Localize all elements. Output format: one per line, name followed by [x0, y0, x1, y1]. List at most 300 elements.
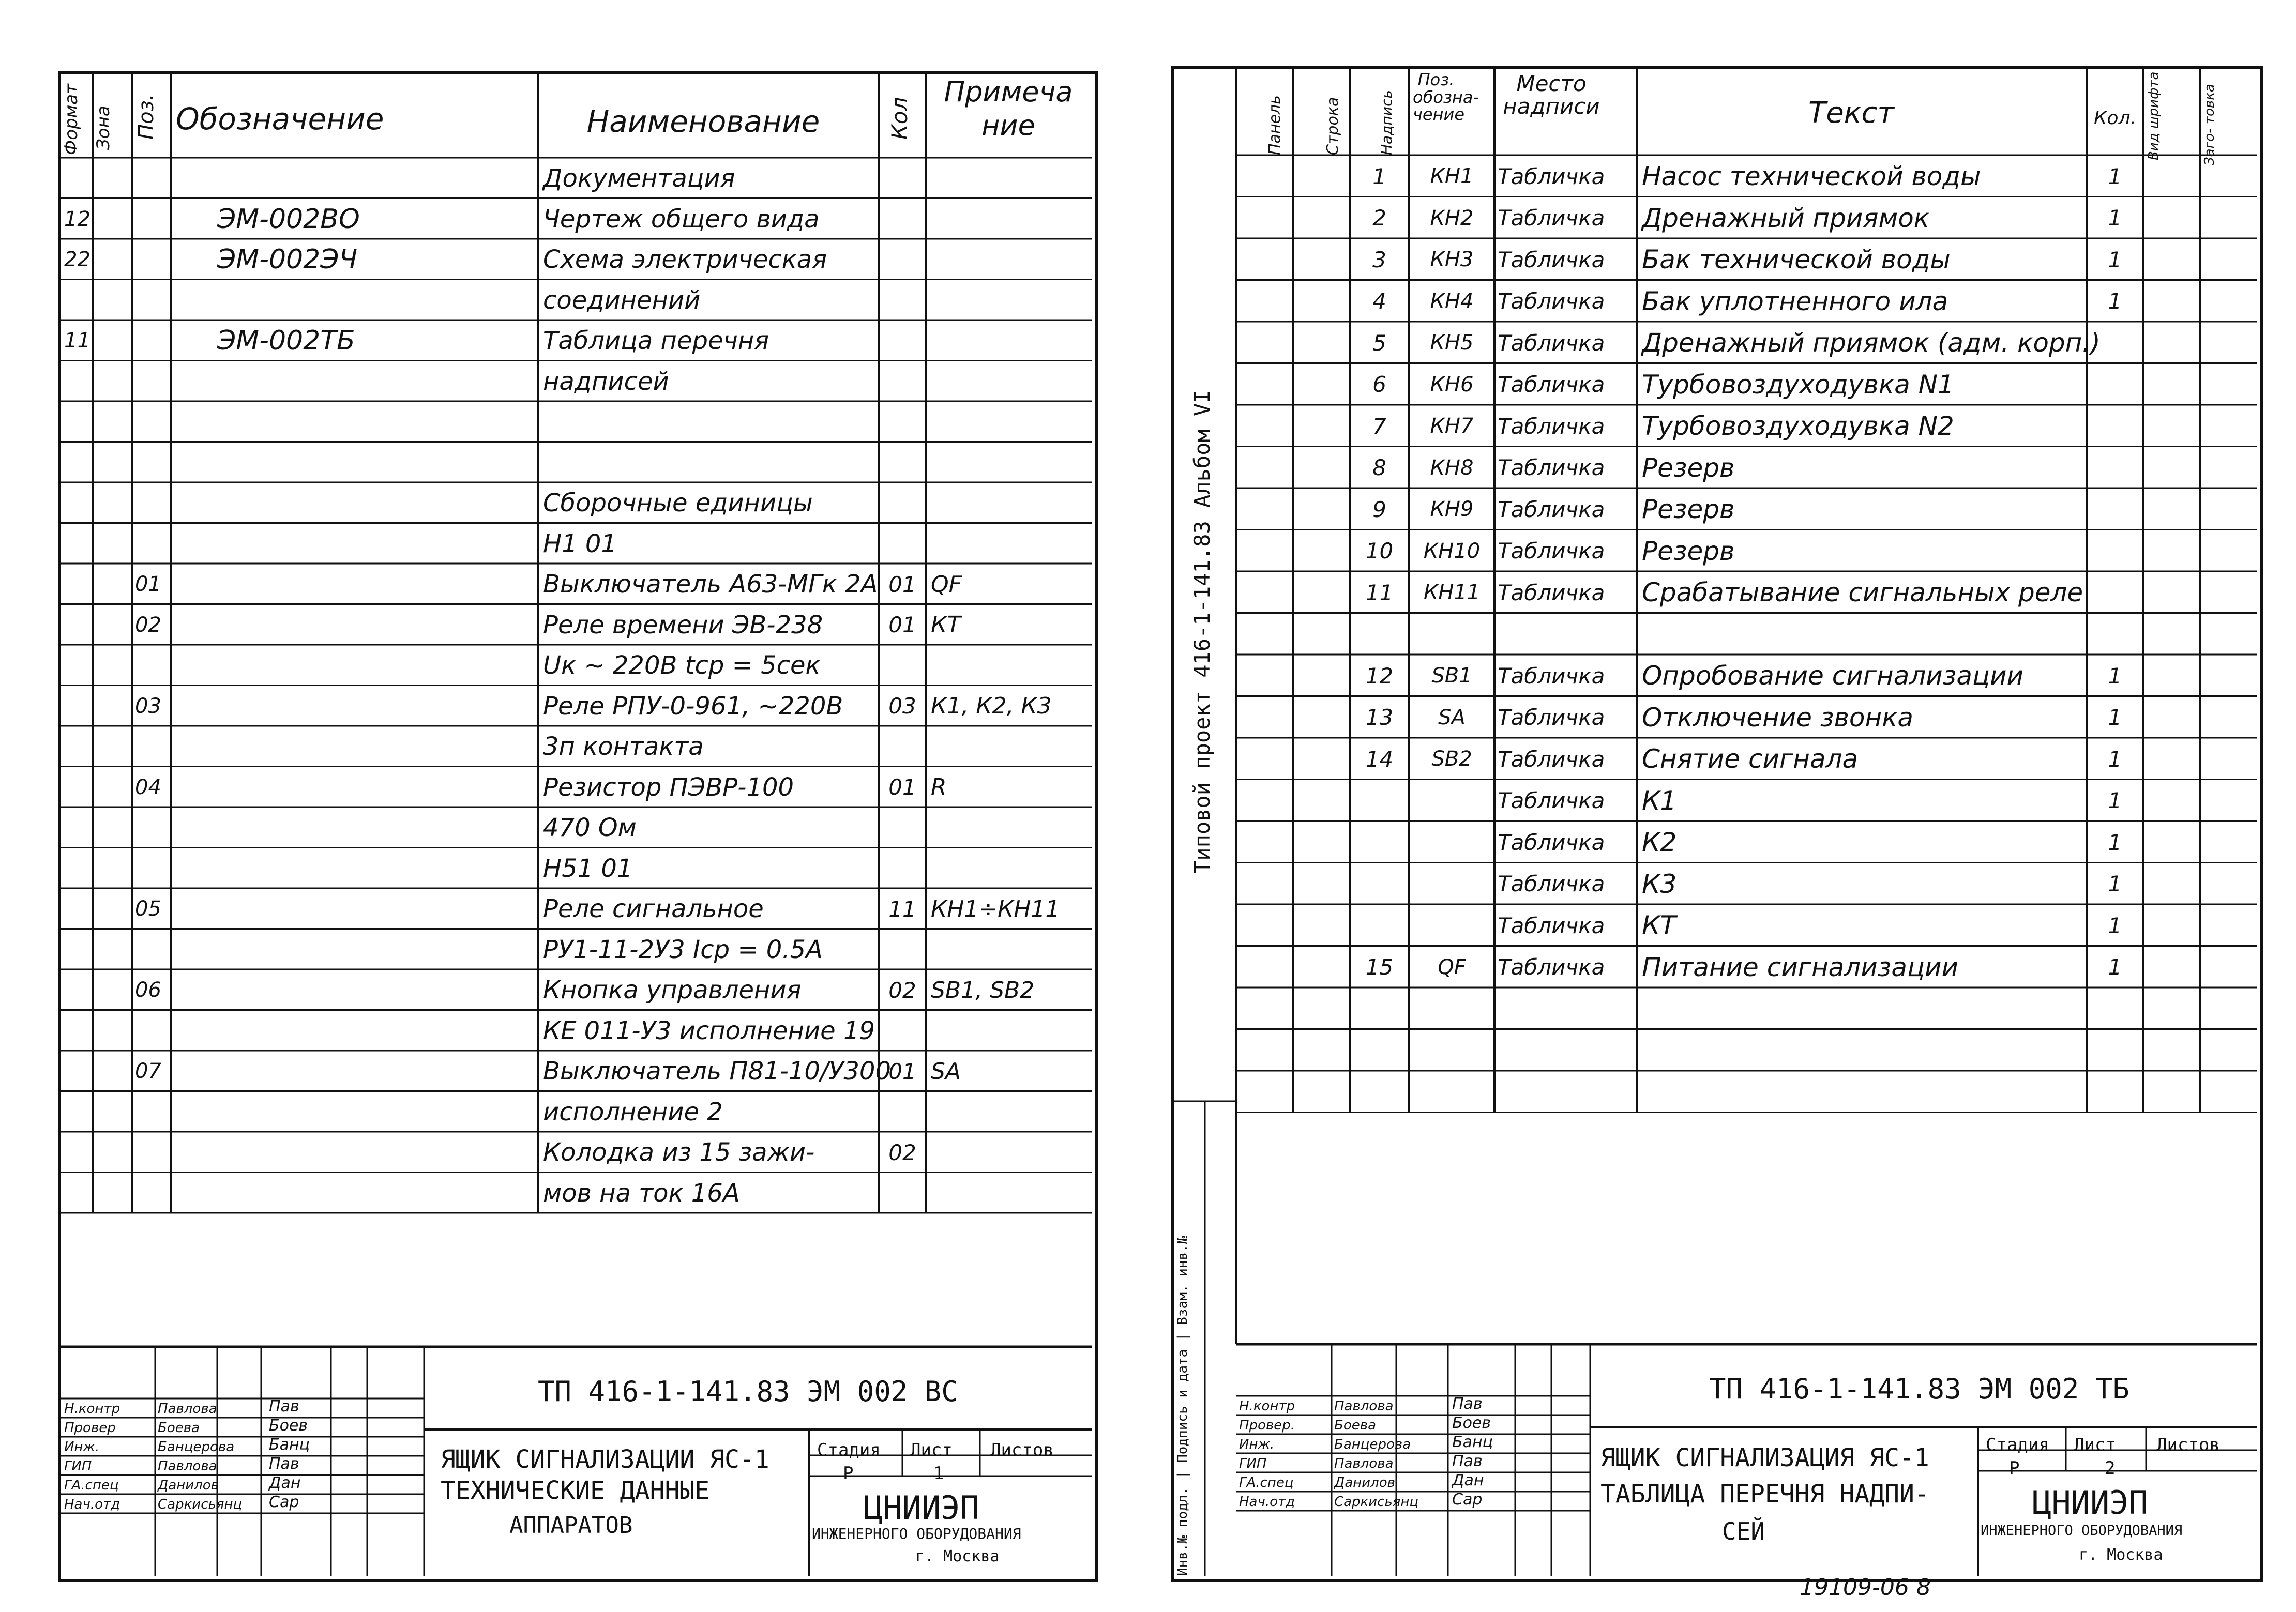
spec-format — [64, 971, 94, 1009]
right-stamp-org-1: ЦНИИЭП — [2032, 1484, 2148, 1522]
spec-note: КН1÷КН11 — [931, 895, 1060, 922]
spec-designation — [217, 728, 527, 766]
inscription-pos: КН2 — [1430, 206, 1474, 230]
stamp-role: ГА.спец — [64, 1477, 119, 1493]
stamp-person: Банцерова — [158, 1439, 235, 1455]
spec-format — [64, 363, 94, 401]
spec-designation — [217, 647, 527, 685]
inscription-text: Турбовоздуходувка N1 — [1642, 369, 1954, 400]
spec-pos: 05 — [135, 897, 161, 921]
spec-qty: 11 — [888, 896, 916, 922]
inscription-pos — [1409, 906, 1494, 945]
spec-pos: 04 — [135, 775, 161, 799]
header-note-2: ние — [981, 109, 1035, 142]
inscription-qty: 1 — [2108, 247, 2122, 272]
left-stamp-code: ТП 416-1-141.83 ЭМ 002 ВС — [538, 1375, 958, 1408]
spec-format — [64, 1175, 94, 1212]
spec-designation — [217, 809, 527, 847]
inscription-pos: SB1 — [1431, 664, 1472, 688]
inscription-text: КТ — [1642, 910, 1676, 941]
spec-name: Н1 01 — [543, 529, 617, 558]
inscription-text: Бак технической воды — [1642, 245, 1951, 275]
inscription-qty — [2087, 324, 2143, 362]
stamp-person: Боева — [1334, 1417, 1376, 1433]
inscription-place: Табличка — [1498, 205, 1605, 231]
spec-format — [64, 606, 94, 644]
header-note-1: Примеча — [944, 75, 1073, 108]
stamp-role: ГИП — [1239, 1455, 1267, 1471]
stamp-role: Провер — [64, 1420, 116, 1436]
left-stamp-sheets-label: Листов — [990, 1440, 1054, 1461]
inscription-text: Опробование сигнализации — [1642, 661, 2024, 691]
inscription-text — [1642, 990, 2087, 1028]
spec-note — [931, 809, 1091, 847]
spec-qty — [879, 403, 926, 441]
inscription-text: К3 — [1642, 869, 1677, 899]
spec-pos — [135, 1134, 171, 1172]
inscription-qty — [2087, 490, 2143, 529]
inscription-text: Резерв — [1642, 536, 1735, 566]
spec-designation — [217, 769, 527, 807]
signature: Банц — [1452, 1433, 1493, 1451]
left-stamp-title-2: ТЕХНИЧЕСКИЕ ДАННЫЕ — [441, 1476, 710, 1505]
spec-pos — [135, 809, 171, 847]
spec-name: Резистор ПЭВР-100 — [543, 772, 794, 802]
spec-qty — [879, 931, 926, 969]
spec-name: Реле РПУ-0-961, ~220В — [543, 691, 843, 721]
spec-qty — [879, 809, 926, 847]
header-pos: Поз. — [134, 94, 158, 140]
spec-qty — [879, 444, 926, 482]
stamp-role: ГА.спец — [1239, 1474, 1294, 1491]
inscription-place — [1498, 615, 1637, 654]
inscription-number: 12 — [1365, 663, 1394, 689]
inscription-pos — [1409, 782, 1494, 820]
inscription-pos: КН9 — [1430, 497, 1474, 522]
spec-qty: 02 — [888, 1139, 916, 1165]
inscription-pos: SB2 — [1431, 747, 1472, 771]
inscription-number — [1350, 823, 1409, 862]
spec-note — [931, 241, 1091, 279]
stamp-role: Нач.отд — [1239, 1494, 1295, 1510]
spec-name: Реле сигнальное — [543, 894, 764, 924]
spec-designation — [217, 850, 527, 888]
spec-pos — [135, 160, 171, 197]
stamp-role: Н.контр — [64, 1401, 120, 1417]
signature: Дан — [269, 1474, 301, 1492]
inscription-pos: SA — [1438, 705, 1466, 729]
right-stamp-title-3: СЕЙ — [1722, 1517, 1765, 1545]
spec-pos — [135, 363, 171, 401]
spec-designation — [217, 890, 527, 928]
spec-pos — [135, 1012, 171, 1050]
stamp-person: Саркисьянц — [158, 1496, 243, 1512]
spec-pos — [135, 403, 171, 441]
inscription-pos: QF — [1438, 955, 1466, 979]
spec-pos: 07 — [135, 1059, 161, 1084]
inscription-number: 2 — [1372, 205, 1386, 231]
inscription-place: Табличка — [1498, 288, 1605, 314]
header-panel: Панель — [1266, 95, 1284, 155]
spec-pos — [135, 282, 171, 320]
inscription-text: Отключение звонка — [1642, 702, 1914, 733]
inscription-place: Табличка — [1498, 871, 1605, 897]
spec-qty: 03 — [888, 693, 916, 719]
inscription-number: 4 — [1372, 288, 1386, 314]
spec-name: Реле времени ЭВ-238 — [543, 610, 823, 640]
spec-pos — [135, 241, 171, 279]
spec-qty — [879, 728, 926, 766]
spec-note — [931, 403, 1091, 441]
inscription-qty — [2087, 407, 2143, 446]
inscription-number — [1350, 990, 1409, 1028]
inscription-number: 6 — [1372, 372, 1386, 398]
right-stamp-sheet-label: Лист — [2074, 1435, 2116, 1455]
inscription-pos: КН3 — [1430, 248, 1474, 272]
inscription-number — [1350, 1073, 1409, 1112]
signature: Пав — [1452, 1452, 1483, 1470]
inscription-number — [1350, 865, 1409, 904]
inscription-text: К2 — [1642, 827, 1677, 858]
spec-pos — [135, 484, 171, 522]
inscription-place: Табличка — [1498, 663, 1605, 689]
right-stamp-stage-label: Стадия — [1986, 1435, 2049, 1455]
spec-note — [931, 850, 1091, 888]
spec-note — [931, 282, 1091, 320]
spec-name: Uк ~ 220В tср = 5сек — [543, 651, 821, 680]
spec-pos: 06 — [135, 978, 161, 1002]
signature: Пав — [269, 1397, 299, 1416]
inscription-pos: КН6 — [1430, 372, 1474, 397]
spec-format — [64, 484, 94, 522]
inscription-qty: 1 — [2108, 705, 2122, 731]
inscription-qty: 1 — [2108, 913, 2122, 938]
inscription-pos: КН4 — [1430, 289, 1474, 313]
header-zone: Зона — [93, 105, 114, 150]
inscription-place — [1498, 1073, 1637, 1112]
header-qty-right: Кол. — [2093, 108, 2137, 129]
spec-pos — [135, 525, 171, 563]
spec-qty — [879, 850, 926, 888]
spec-qty — [879, 1175, 926, 1212]
spec-qty — [879, 647, 926, 685]
inscription-place: Табличка — [1498, 580, 1605, 605]
spec-note: QF — [931, 571, 962, 598]
inscription-text — [1642, 1031, 2087, 1070]
inscription-qty — [2087, 990, 2143, 1028]
spec-name: Таблица перечня — [543, 326, 769, 356]
spec-note — [931, 444, 1091, 482]
spec-qty — [879, 484, 926, 522]
header-pos-designation: Поз. обозна- чение — [1413, 70, 1479, 125]
spec-name: соединений — [543, 285, 701, 315]
signature: Сар — [1452, 1491, 1483, 1509]
spec-designation — [217, 931, 527, 969]
spec-qty — [879, 525, 926, 563]
spec-name: Колодка из 15 зажи- — [543, 1138, 815, 1167]
signature: Боев — [1452, 1414, 1491, 1432]
spec-format — [64, 525, 94, 563]
inscription-qty — [2087, 615, 2143, 654]
spec-format: 12 — [64, 207, 90, 231]
inscription-text: К1 — [1642, 785, 1677, 816]
spec-name: 3п контакта — [543, 732, 704, 762]
side-stamp-column: Инв.№ подл. | Подпись и дата | Взам. инв.№ — [1175, 1236, 1190, 1576]
spec-name: РУ1-11-2У3 Iср = 0.5А — [543, 935, 823, 964]
spec-note — [931, 931, 1091, 969]
spec-designation — [217, 403, 527, 441]
spec-qty: 02 — [888, 977, 916, 1003]
signature: Банц — [269, 1436, 310, 1454]
inscription-pos: КН1 — [1430, 164, 1474, 189]
header-text: Текст — [1808, 96, 1894, 130]
right-stamp-org-3: г. Москва — [2079, 1546, 2163, 1564]
spec-designation — [217, 606, 527, 644]
inscription-number — [1350, 906, 1409, 945]
inscription-pos: КН8 — [1430, 455, 1474, 480]
stamp-person: Боева — [158, 1420, 200, 1436]
header-place: Место надписи — [1503, 71, 1600, 119]
spec-format — [64, 647, 94, 685]
spec-note — [931, 363, 1091, 401]
left-stamp-org-3: г. Москва — [915, 1547, 1000, 1565]
stamp-person: Павлова — [1334, 1398, 1394, 1414]
inscription-number: 14 — [1365, 746, 1394, 772]
right-stamp-code: ТП 416-1-141.83 ЭМ 002 ТБ — [1709, 1373, 2129, 1405]
spec-name: Выключатель П81-10/У300 — [543, 1057, 892, 1086]
inscription-qty — [2087, 532, 2143, 571]
inscription-place: Табличка — [1498, 788, 1605, 814]
inscription-number: 15 — [1365, 954, 1394, 980]
inscription-place: Табличка — [1498, 538, 1605, 564]
signature: Боев — [269, 1417, 308, 1435]
side-project-label: Типовой проект 416-1-141.83 Альбом VI — [1189, 390, 1215, 874]
spec-designation: ЭМ-002ВО — [217, 203, 360, 235]
spec-pos: 02 — [135, 613, 161, 637]
spec-note: SB1, SB2 — [931, 977, 1035, 1003]
spec-pos — [135, 444, 171, 482]
header-inscription: Надпись — [1378, 90, 1395, 155]
spec-designation — [217, 282, 527, 320]
inscription-qty — [2087, 449, 2143, 488]
inscription-pos: КН7 — [1430, 414, 1474, 438]
inscription-number: 9 — [1372, 496, 1386, 522]
inscription-number — [1350, 615, 1409, 654]
inscription-pos — [1409, 1031, 1494, 1070]
spec-format — [64, 160, 94, 197]
inscription-place: Табличка — [1498, 913, 1605, 938]
spec-name — [543, 403, 879, 441]
spec-format — [64, 1093, 94, 1131]
spec-pos: 03 — [135, 694, 161, 718]
spec-format — [64, 1134, 94, 1172]
spec-qty — [879, 201, 926, 238]
left-stamp-title-3: АППАРАТОВ — [509, 1512, 633, 1539]
spec-pos — [135, 850, 171, 888]
stamp-role: Н.контр — [1239, 1398, 1295, 1414]
stamp-person: Данилов — [1334, 1474, 1395, 1491]
spec-name: исполнение 2 — [543, 1097, 723, 1127]
spec-note: К1, К2, К3 — [931, 693, 1052, 720]
inscription-number — [1350, 782, 1409, 820]
header-row: Строка — [1324, 97, 1342, 155]
spec-note — [931, 160, 1091, 197]
inscription-qty: 1 — [2108, 871, 2122, 897]
spec-name: надписей — [543, 367, 669, 396]
stamp-role: ГИП — [64, 1458, 92, 1474]
spec-format — [64, 444, 94, 482]
spec-pos — [135, 1093, 171, 1131]
spec-designation — [217, 1134, 527, 1172]
inscription-place: Табличка — [1498, 455, 1605, 481]
stamp-person: Павлова — [158, 1401, 217, 1417]
inscription-number: 10 — [1365, 538, 1394, 564]
signature: Пав — [1452, 1395, 1483, 1413]
inscription-qty: 1 — [2108, 829, 2122, 855]
spec-designation — [217, 1093, 527, 1131]
spec-designation — [217, 566, 527, 603]
inscription-qty — [2087, 573, 2143, 612]
header-font-kind: Вид шрифта — [2146, 71, 2162, 160]
signature: Дан — [1452, 1471, 1484, 1489]
spec-qty — [879, 1093, 926, 1131]
spec-format — [64, 890, 94, 928]
inscription-number: 3 — [1372, 247, 1386, 272]
inscription-text: Дренажный приямок — [1642, 203, 1930, 233]
spec-name: Документация — [543, 164, 735, 193]
left-stamp-title-1: ЯЩИК СИГНАЛИЗАЦИИ ЯС-1 — [441, 1445, 769, 1474]
right-stamp-org-2: ИНЖЕНЕРНОГО ОБОРУДОВАНИЯ — [1981, 1523, 2183, 1539]
inscription-place: Табличка — [1498, 247, 1605, 272]
inscription-place: Табличка — [1498, 829, 1605, 855]
inscription-number: 13 — [1365, 705, 1394, 731]
spec-format — [64, 1053, 94, 1090]
spec-format — [64, 688, 94, 725]
spec-note — [931, 201, 1091, 238]
inscription-qty: 1 — [2108, 288, 2122, 314]
left-stamp-org-1: ЦНИИЭП — [864, 1489, 979, 1527]
spec-format — [64, 728, 94, 766]
inscription-qty: 1 — [2108, 746, 2122, 772]
spec-designation — [217, 971, 527, 1009]
spec-designation — [217, 688, 527, 725]
inscription-pos — [1409, 990, 1494, 1028]
inscription-pos: КН11 — [1423, 581, 1481, 605]
inscription-text — [1642, 615, 2087, 654]
inscription-text: Питание сигнализации — [1642, 952, 1958, 982]
inscription-place: Табличка — [1498, 413, 1605, 439]
inscription-text: Насос технической воды — [1642, 161, 1981, 192]
right-stamp-title-2: ТАБЛИЦА ПЕРЕЧНЯ НАДПИ- — [1600, 1480, 1929, 1509]
spec-pos — [135, 647, 171, 685]
spec-note: R — [931, 774, 947, 801]
spec-format — [64, 1012, 94, 1050]
spec-designation — [217, 160, 527, 197]
spec-qty — [879, 1012, 926, 1050]
spec-note: КТ — [931, 612, 961, 638]
inscription-text: Резерв — [1642, 494, 1735, 525]
spec-qty — [879, 241, 926, 279]
spec-qty — [879, 322, 926, 360]
spec-note — [931, 1012, 1091, 1050]
stamp-person: Банцерова — [1334, 1436, 1411, 1452]
inscription-text — [1642, 1073, 2087, 1112]
inscription-text: Бак уплотненного ила — [1642, 286, 1948, 316]
stamp-person: Павлова — [1334, 1455, 1394, 1471]
spec-name: мов на ток 16А — [543, 1178, 740, 1208]
spec-name: Выключатель А63-МГк 2А — [543, 570, 878, 599]
spec-designation — [217, 1175, 527, 1212]
spec-designation: ЭМ-002ТБ — [217, 325, 355, 357]
stamp-person: Саркисьянц — [1334, 1494, 1419, 1510]
inscription-number: 11 — [1365, 580, 1394, 605]
inscription-qty: 1 — [2108, 788, 2122, 814]
spec-format — [64, 282, 94, 320]
inscription-place — [1498, 1031, 1637, 1070]
inscription-text: Резерв — [1642, 452, 1735, 483]
spec-format — [64, 769, 94, 807]
spec-note — [931, 484, 1091, 522]
inscription-text: Снятие сигнала — [1642, 744, 1859, 774]
spec-note — [931, 1093, 1091, 1131]
inscription-pos — [1409, 1073, 1494, 1112]
spec-qty — [879, 160, 926, 197]
spec-qty: 01 — [888, 1058, 916, 1084]
right-stamp-title-1: ЯЩИК СИГНАЛИЗАЦИЯ ЯС-1 — [1600, 1443, 1929, 1472]
inscription-qty: 1 — [2108, 205, 2122, 231]
inscription-qty: 1 — [2108, 163, 2122, 189]
spec-designation — [217, 1053, 527, 1090]
signature: Пав — [269, 1455, 299, 1473]
spec-qty: 01 — [888, 774, 916, 800]
inscription-pos: КН10 — [1423, 539, 1481, 563]
spec-name — [543, 444, 879, 482]
spec-format — [64, 403, 94, 441]
inscription-number — [1350, 1031, 1409, 1070]
spec-name: Чертеж общего вида — [543, 204, 820, 234]
spec-qty: 01 — [888, 612, 916, 638]
spec-format — [64, 850, 94, 888]
spec-note — [931, 728, 1091, 766]
inscription-place: Табличка — [1498, 372, 1605, 398]
spec-name: КЕ 011-У3 исполнение 19 — [543, 1016, 875, 1045]
inscription-place: Табличка — [1498, 330, 1605, 356]
inscription-pos — [1409, 615, 1494, 654]
inscription-qty: 1 — [2108, 954, 2122, 980]
inscription-number: 5 — [1372, 330, 1386, 356]
spec-designation — [217, 1012, 527, 1050]
spec-qty: 01 — [888, 571, 916, 597]
stamp-person: Данилов — [158, 1477, 219, 1493]
inscription-pos: КН5 — [1430, 331, 1474, 355]
stamp-role: Провер. — [1239, 1417, 1295, 1433]
spec-name: Сборочные единицы — [543, 489, 813, 518]
stamp-role: Инж. — [64, 1439, 100, 1455]
left-stamp-sheet-label: Лист — [910, 1440, 953, 1461]
inscription-place: Табличка — [1498, 496, 1605, 522]
inscription-number: 7 — [1372, 413, 1386, 439]
header-designation: Обозначение — [176, 101, 384, 136]
spec-qty — [879, 363, 926, 401]
inscription-qty — [2087, 1031, 2143, 1070]
left-stamp-stage-label: Стадия — [817, 1440, 881, 1461]
spec-note: SA — [931, 1058, 961, 1085]
inscription-place: Табличка — [1498, 705, 1605, 731]
spec-note — [931, 525, 1091, 563]
spec-name: 470 Ом — [543, 813, 637, 843]
inscription-qty: 1 — [2108, 663, 2122, 689]
spec-name: Н51 01 — [543, 854, 633, 883]
